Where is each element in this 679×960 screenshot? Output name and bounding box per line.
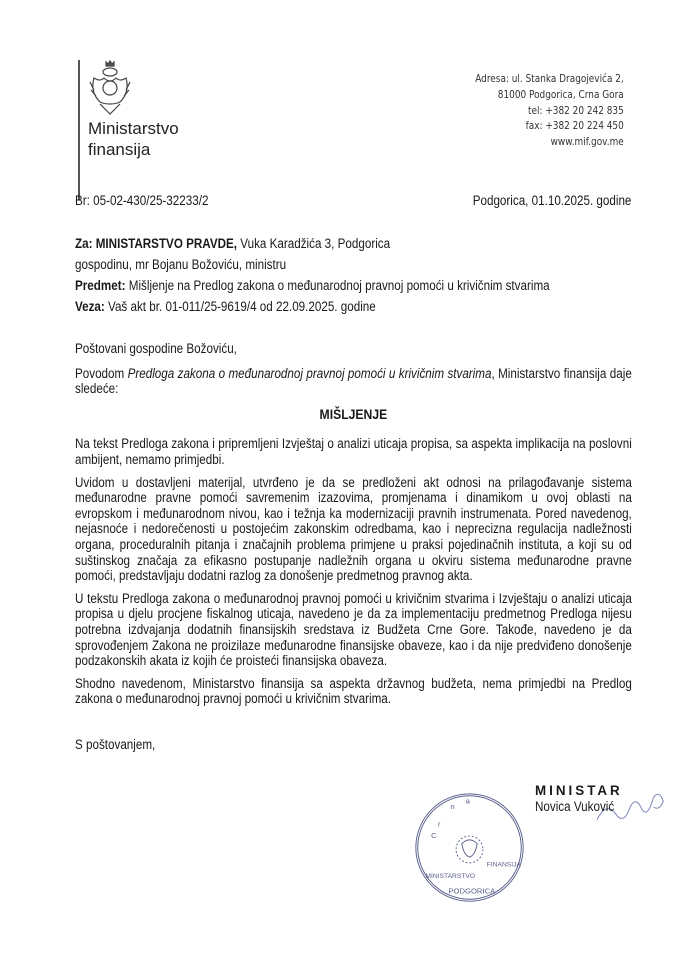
svg-text:r: r: [437, 819, 441, 829]
reference-number: Br: 05-02-430/25-32233/2: [75, 193, 209, 208]
address-line: Adresa: ul. Stanka Dragojevića 2,: [475, 73, 624, 85]
subject-line: [75, 278, 632, 294]
law-title: Predloga zakona o međunarodnoj pravnoj pomoći u krivičnim stvarima: [127, 365, 492, 381]
svg-text:a: a: [465, 796, 470, 806]
subject-text: Mišljenje na Predlog zakona o međunarodnoj pravnoj pomoći u krivičnim stvarima: [125, 278, 550, 294]
letter-body: [75, 341, 632, 752]
closing: S poštovanjem,: [75, 736, 156, 752]
opinion-heading: MIŠLJENJE: [319, 405, 388, 422]
reference-text: Vaš akt br. 01-011/25-9619/4 od 22.09.2025. godine: [104, 299, 376, 315]
paragraph: Uvidom u dostavljeni materijal, utvrđeno je da se predloženi akt odnosi na prilagođavanje sistema međunarodne pravne pomoći savremenim izazovima, promjenama i dinamikom u ovoj oblasti na evropskom i međunarodnom nivou, kao i težnja ka modernizaciji pravnih instrumenata. Pored navedenog, nejasnoće i nedorečenosti u postojećim zakonskim odredbama, kao i neprecizna regulacija nadležnosti organa, proceduralnih pitanja i značajnih problema primjene u praksi pojedinačnih instituta, a koji su od suštinskog značaja za efikasno postupanje nadležnih organa u okviru sistema međunarodne pravne pomoći, predstavljaju dodatni razlog za donošenje predmetnog pravnog akta.: [75, 474, 632, 584]
recipient-block: [75, 236, 632, 315]
svg-text:n: n: [450, 802, 455, 812]
coat-of-arms-logo: [88, 58, 132, 118]
paragraph: Shodno navedenom, Ministarstvo finansija sa aspekta državnog budžeta, nema primjedbi na Predlog zakona o međunarodnoj pravnoj pomoći u krivičnim stvarima.: [75, 675, 632, 707]
place-date: Podgorica, 01.10.2025. godine: [472, 193, 631, 208]
signature-block: [535, 783, 626, 814]
salutation: Poštovani gospodine Božoviću,: [75, 341, 237, 356]
ministry-name-line2: finansija: [88, 140, 151, 159]
fax: fax: +382 20 224 450: [525, 120, 624, 133]
contact-address: [475, 72, 624, 151]
paragraph: Na tekst Predloga zakona i pripremljeni Izvještaj o analizi uticaja propisa, sa aspekta implikacija na poslovni ambijent, nemamo primjedbi.: [75, 436, 632, 467]
paragraph: U tekstu Predloga zakona o međunarodnoj pravnoj pomoći u krivičnim stvarima i Izvještaju o analizi uticaja propisa u djelu procjene fiskalnog uticaja, navedeno je da za implementaciju predmetnog Predloga nijesu potrebna izdvajanja dodatnih finansijskih sredstava iz Budžeta Crne Gore. Takođe, navedeno je da sprovođenjem Zakona ne proizilaze međunarodne finansijske obaveze, kao i da nije predviđeno donošenje podzakonskih akata iz kojih će proisteći finansijska obaveza.: [75, 590, 632, 669]
reference-line: [75, 299, 632, 315]
intro-paragraph: [75, 366, 632, 397]
intro-text: Povodom: [75, 365, 128, 381]
ministry-name-line1: Ministarstvo: [88, 119, 179, 138]
reference-label: Veza:: [75, 299, 105, 315]
svg-text:FINANSIJA: FINANSIJA: [486, 861, 521, 869]
phone: tel: +382 20 242 835: [528, 104, 624, 117]
website: www.mif.gov.me: [550, 136, 624, 149]
svg-text:MINISTARSTVO: MINISTARSTVO: [425, 873, 476, 881]
recipient-address: Vuka Karadžića 3, Podgorica: [237, 236, 391, 251]
official-stamp: [412, 790, 527, 905]
attention-line: gospodinu, mr Bojanu Božoviću, ministru: [75, 257, 287, 273]
letterhead-divider: [78, 60, 80, 200]
ministry-name: [88, 118, 179, 160]
recipient-line: [75, 236, 632, 252]
subject-label: Predmet:: [75, 278, 126, 294]
svg-text:C: C: [431, 830, 437, 840]
za-label: Za:: [75, 236, 93, 251]
signatory-title: MINISTAR: [535, 783, 623, 798]
recipient-name: MINISTARSTVO PRAVDE,: [95, 236, 238, 251]
svg-text:PODGORICA: PODGORICA: [448, 886, 496, 896]
intro-text: , Ministarstvo finansija daje sledeće:: [75, 365, 632, 397]
address-line: 81000 Podgorica, Crna Gora: [498, 88, 624, 101]
signatory-name: Novica Vuković: [535, 798, 615, 814]
